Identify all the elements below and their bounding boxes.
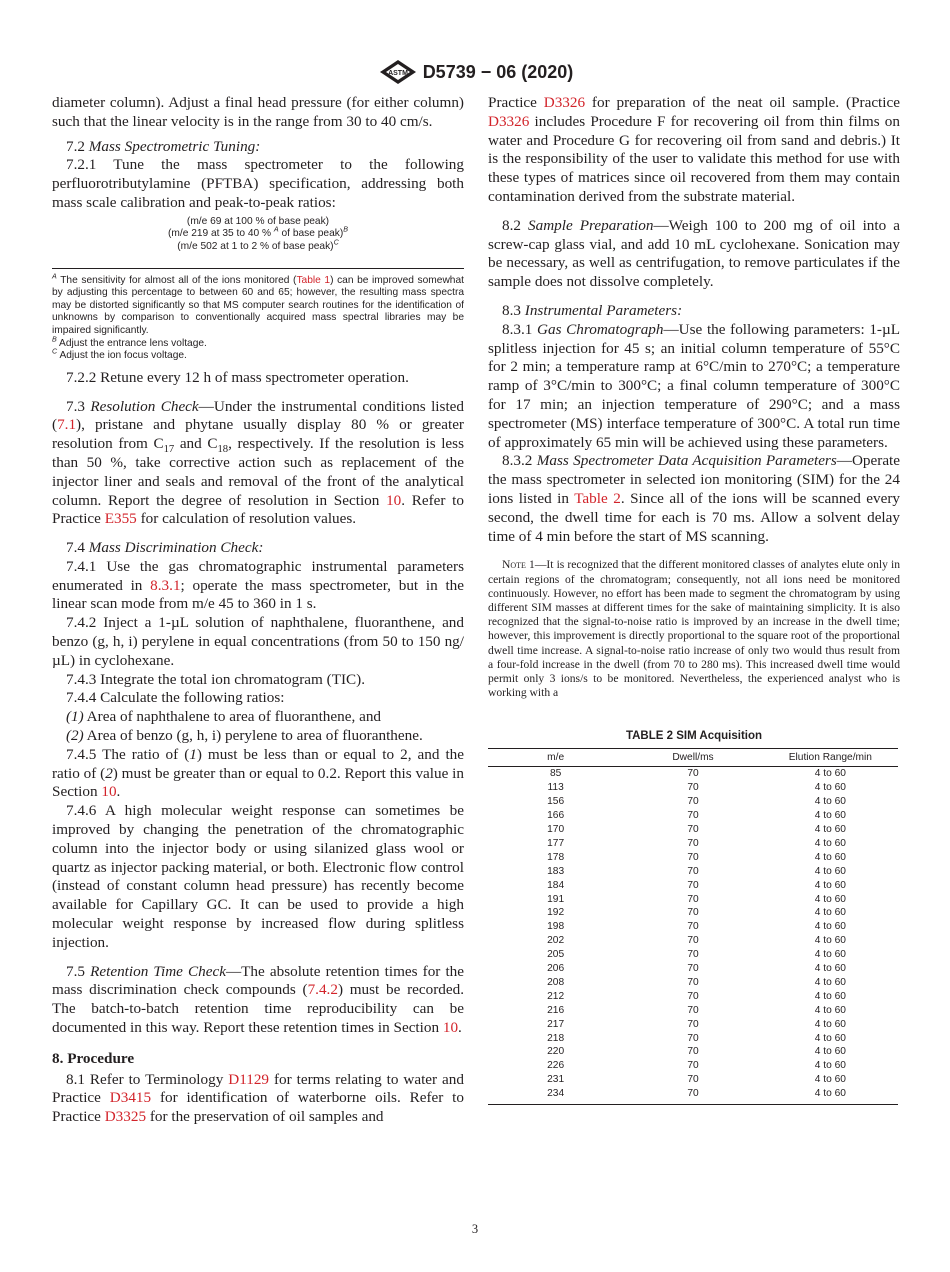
cell-elution-range: 4 to 60 [763,1087,898,1104]
table-2-link[interactable]: Table 2 [574,489,621,507]
table-2-title: TABLE 2 SIM Acquisition [625,730,763,743]
note-1: Note 1—It is recognized that the different monitored classes of analytes elute only in certain regions of the chromatogram; consequently, not all ions need be monitored continuously. However, no effort has been made to segment the chromatogram by using different SIM masses at different times for the sake of maintaining simplicity. It is also recognized that the signal-to-noise ratio is improved by an increase in the dwell time; however, this improvement is directly proportional to the square root of the proportional dwell time increase. A signal-to-noise ratio increase of only two would thus result from a four-fold increase in the dwell (from 70 to 280 ms). This increased dwell time would permit only 3 ions/s to be monitored. Nevertheless, the experienced analyst who is working with a [488,558,900,700]
cell-elution-range: 4 to 60 [814,851,846,863]
e355-link[interactable]: E355 [104,510,137,528]
cell-me: 177 [547,837,565,849]
table-row [488,1032,898,1046]
d3326-link[interactable]: D3326 [488,112,530,130]
table-row [488,1004,898,1018]
cell-elution-range: 4 to 60 [814,1074,846,1086]
tuning-spec: (m/e 69 at 100 % of base peak) (m/e 219 at 35 to 40 % $^A$ of base peak)$^B$ (m/e 502 at 1 to 2 % of base peak)$^C$ [167,215,349,252]
document-designation: D5739 − 06 (2020) [422,61,574,82]
footnote-c: $^C$ Adjust the ion focus voltage. [52,347,187,362]
cell-dwell: 70 [687,879,699,891]
cell-me: 178 [547,851,565,863]
cell-dwell: 70 [687,1018,699,1030]
cell-elution-range: 4 to 60 [814,907,846,919]
cell-dwell: 70 [687,823,699,835]
cell-elution-range: 4 to 60 [814,963,846,975]
cell-elution-range: 4 to 60 [814,1060,846,1072]
cell-elution-range: 4 to 60 [814,837,846,849]
cell-elution-range: 4 to 60 [814,796,846,808]
table-row [488,795,898,809]
cell-me: 217 [547,1018,565,1030]
section-8-3-heading: 8.3 Instrumental Parameters: [502,301,683,319]
table-row [488,1045,898,1059]
cell-elution-range: 4 to 60 [814,893,846,905]
cell-dwell: 70 [687,1060,699,1072]
cell-dwell: 70 [687,782,699,794]
cell-elution-range: 4 to 60 [814,1046,846,1058]
table-row [488,837,898,851]
footnote-b: $^B$ Adjust the entrance lens voltage. [52,335,207,349]
section-8-3-2: 8.3.2 Mass Spectrometer Data Acquisition Parameters—Operate the mass spectrometer in selected ion monitoring (SIM) for the 24 ions listed in Table 2. Since all of the ions will be scanned every second, the dwell time for each is 70 ms. Allow a solvent delay time of 4 min before the start of MS scanning. [488,452,901,545]
cell-elution-range: 4 to 60 [814,810,846,822]
section-7-4-2-link[interactable]: 7.4.2 [307,981,338,999]
table-1-link[interactable]: Table 1 [296,274,331,286]
section-8-3-1-link[interactable]: 8.3.1 [150,576,181,594]
table-row [488,1087,898,1104]
cell-me: 170 [547,823,565,835]
cell-dwell: 70 [687,935,699,947]
cell-me: 216 [547,1004,565,1016]
paragraph-practice-d3326: Practice D3326 for preparation of the neat oil sample. (Practice D3326 includes Procedure F for recovering oil from thin films on water and Procedure G for recovering oil from sand and debris.) It is the responsibility of the user to validate this method for use with these types of matrices since oil recovered from them may contain contamination derived from the substrate material. [488,94,900,205]
section-7-4-4: 7.4.4 Calculate the following ratios: [66,689,285,707]
cell-me: 226 [547,1060,565,1072]
cell-elution-range: 4 to 60 [814,990,846,1002]
cell-elution-range: 4 to 60 [814,935,846,947]
cell-dwell: 70 [687,921,699,933]
d3326-link[interactable]: D3326 [543,94,586,111]
cell-dwell: 70 [687,1004,699,1016]
table-row [488,962,898,976]
section-7-3: 7.3 Resolution Check—Under the instrumental conditions listed (7.1), pristane and phytane usually display 80 % or greater resolution from $C_{17}$ and $C_{18}$, respectively. If the resolution is less than 50 %, take corrective action such as replacement of the injector liner and seals and removal of the front of the analytical column. Report the degree of resolution in Section 10. Refer to Practice E355 for calculation of resolution values. [52,397,464,528]
section-7-4-6: 7.4.6 A high molecular weight response can sometimes be improved by changing the penetration of the chromatographic column into the injector body or using silanized glass wool or quartz as injector packing material, or both. Electronic flow control (instead of constant column head pressure) has recently become available for Capillary GC. It can be used to provide a high molecular weight response by increased flow during splitless injection. [52,802,464,951]
column-header-dwell: Dwell/ms [623,749,762,767]
table-row [488,893,898,907]
cell-me: 212 [547,990,565,1002]
paragraph-column-pressure: diameter column). Adjust a final head pressure (for either column) such that the linear velocity is in the range from 30 to 40 cm/s. [52,94,464,130]
cell-dwell: 70 [687,837,699,849]
section-7-2-2: 7.2.2 Retune every 12 h of mass spectrometer operation. [66,368,409,386]
table-row [488,906,898,920]
cell-me: 231 [547,1074,565,1086]
section-10-link[interactable]: 10 [442,1019,459,1037]
cell-dwell: 70 [687,865,699,877]
cell-me: 220 [547,1046,565,1058]
section-7-2-heading: 7.2 Mass Spectrometric Tuning: [66,137,261,155]
cell-dwell: 70 [687,907,699,919]
section-7-4-3: 7.4.3 Integrate the total ion chromatogram (TIC). [66,670,366,688]
section-7-4-heading: 7.4 Mass Discrimination Check: [66,539,264,557]
table-row [488,990,898,1004]
cell-me: 206 [547,963,565,975]
page-header [0,56,950,88]
table-row [488,767,898,781]
column-header-elution-range: Elution Range/min [763,749,898,767]
cell-elution-range: 4 to 60 [814,865,846,877]
cell-elution-range: 4 to 60 [814,921,846,933]
cell-me: 192 [547,907,565,919]
sim-acquisition-table [488,748,898,1105]
table-row [488,976,898,990]
section-8-heading: 8. Procedure [52,1049,135,1067]
table-row [488,1018,898,1032]
cell-me: 156 [547,796,565,808]
cell-dwell: 70 [687,949,699,961]
table-row [488,1073,898,1087]
cell-elution-range: 4 to 60 [814,1018,846,1030]
table-row [488,934,898,948]
cell-me: 202 [547,935,565,947]
d3415-link[interactable]: D3415 [109,1089,152,1107]
cell-elution-range: 4 to 60 [814,782,846,794]
d1129-link[interactable]: D1129 [228,1070,270,1088]
cell-me: 208 [547,976,565,988]
footnotes [52,268,464,363]
cell-dwell: 70 [687,1032,699,1044]
table-row [488,865,898,879]
section-7-5: 7.5 Retention Time Check—The absolute retention times for the mass discrimination check compounds (7.4.2) must be recorded. The batch-to-batch retention time reproducibility can be documented in this way. Report these retention times in Section 10. [52,962,465,1037]
astm-logo-icon [377,58,419,86]
d3325-link[interactable]: D3325 [104,1108,147,1126]
table-row [488,920,898,934]
table-row [488,809,898,823]
section-7-4-2: 7.4.2 Inject a 1-µL solution of naphthalene, fluoranthene, and benzo (g, h, i) perylene in equal concentrations (from 50 to 150 ng/µL) in cyclohexane. [52,614,464,669]
cell-elution-range: 4 to 60 [814,1004,846,1016]
cell-elution-range: 4 to 60 [814,823,846,835]
table-row [488,781,898,795]
table-row [488,851,898,865]
section-7-2-1: 7.2.1 Tune the mass spectrometer to the following perfluorotributylamine (PFTBA) specification, addressing both mass scale calibration and peak-to-peak ratios: [52,156,464,211]
cell-dwell: 70 [687,796,699,808]
cell-elution-range: 4 to 60 [814,949,846,961]
cell-dwell: 70 [687,893,699,905]
ratio-2: (2) Area of benzo (g, h, i) perylene to area of fluoranthene. [66,727,423,745]
cell-me: 218 [547,1032,565,1044]
page-number: 3 [471,1222,479,1236]
footnote-a: $^A$ The sensitivity for almost all of the ions monitored (Table 1) can be improved somewhat by adjusting this percentage to between 60 and 65; however, the resulting mass spectra may be distorted significantly so that MS computer search routines for the identification of unknowns by comparison to conventionally acquired mass spectral libraries may be impaired significantly. [52,272,464,336]
section-7-4-5: 7.4.5 The ratio of (1) must be less than or equal to 2, and the ratio of (2) must be greater than or equal to 0.2. Report this value in Section 10. [52,745,464,801]
cell-me: 184 [547,879,565,891]
cell-elution-range: 4 to 60 [814,768,846,780]
section-8-1: 8.1 Refer to Terminology D1129 for terms relating to water and Practice D3415 for identification of waterborne oils. Refer to Practice D3325 for the preservation of oil samples and [52,1070,464,1126]
cell-dwell: 70 [687,1074,699,1086]
column-header-me: m/e [488,749,623,767]
ratio-1: (1) Area of naphthalene to area of fluoranthene, and [66,708,382,726]
cell-dwell: 70 [687,976,699,988]
cell-me: 198 [547,921,565,933]
cell-me: 166 [547,810,565,822]
cell-elution-range: 4 to 60 [814,879,846,891]
section-7-4-1: 7.4.1 Use the gas chromatographic instrumental parameters enumerated in 8.3.1; operate the mass spectrometer, but in the linear scan mode from m/e 45 to 360 in 1 s. [52,557,464,613]
table-row [488,948,898,962]
cell-elution-range: 4 to 60 [814,976,846,988]
cell-dwell: 70 [687,768,699,780]
table-row [488,1059,898,1073]
table-row [488,823,898,837]
section-7-1-link[interactable]: 7.1 [57,416,77,434]
cell-me: 191 [547,893,565,905]
cell-dwell: 70 [687,810,699,822]
cell-dwell: 70 [687,963,699,975]
svg-text:ASTM: ASTM [387,70,408,77]
section-8-2: 8.2 Sample Preparation—Weigh 100 to 200 mg of oil into a screw-cap glass vial, and add 10 mL cyclohexane. Sonication may be necessary, as well as centrifugation, to remove particulates if the sample does not dissolve completely. [488,216,900,291]
left-column [52,94,464,1127]
cell-dwell: 70 [623,1087,762,1104]
section-10-link[interactable]: 10 [101,783,117,801]
cell-me: 205 [547,949,565,961]
cell-dwell: 70 [687,990,699,1002]
right-column [488,94,900,1105]
cell-me: 85 [549,768,562,780]
table-row [488,879,898,893]
cell-me: 113 [547,782,564,794]
section-8-3-1: 8.3.1 Gas Chromatograph—Use the following parameters: 1-µL splitless injection for 45 s; an initial column temperature of 55°C for 2 min; a temperature ramp at 6°C/min to 270°C; a temperature ramp of 3°C/min to 300°C; a final column temperature of 300°C for 17 min; an injection temperature of 290°C; and a mass spectrometer (MS) interface temperature of 300°C. A total run time of approximately 65 min will be achieved using these parameters. [488,320,901,451]
cell-dwell: 70 [687,1046,699,1058]
cell-dwell: 70 [687,851,699,863]
section-10-link[interactable]: 10 [386,491,402,509]
cell-me: 234 [488,1087,623,1104]
cell-elution-range: 4 to 60 [814,1032,846,1044]
cell-me: 183 [547,865,565,877]
